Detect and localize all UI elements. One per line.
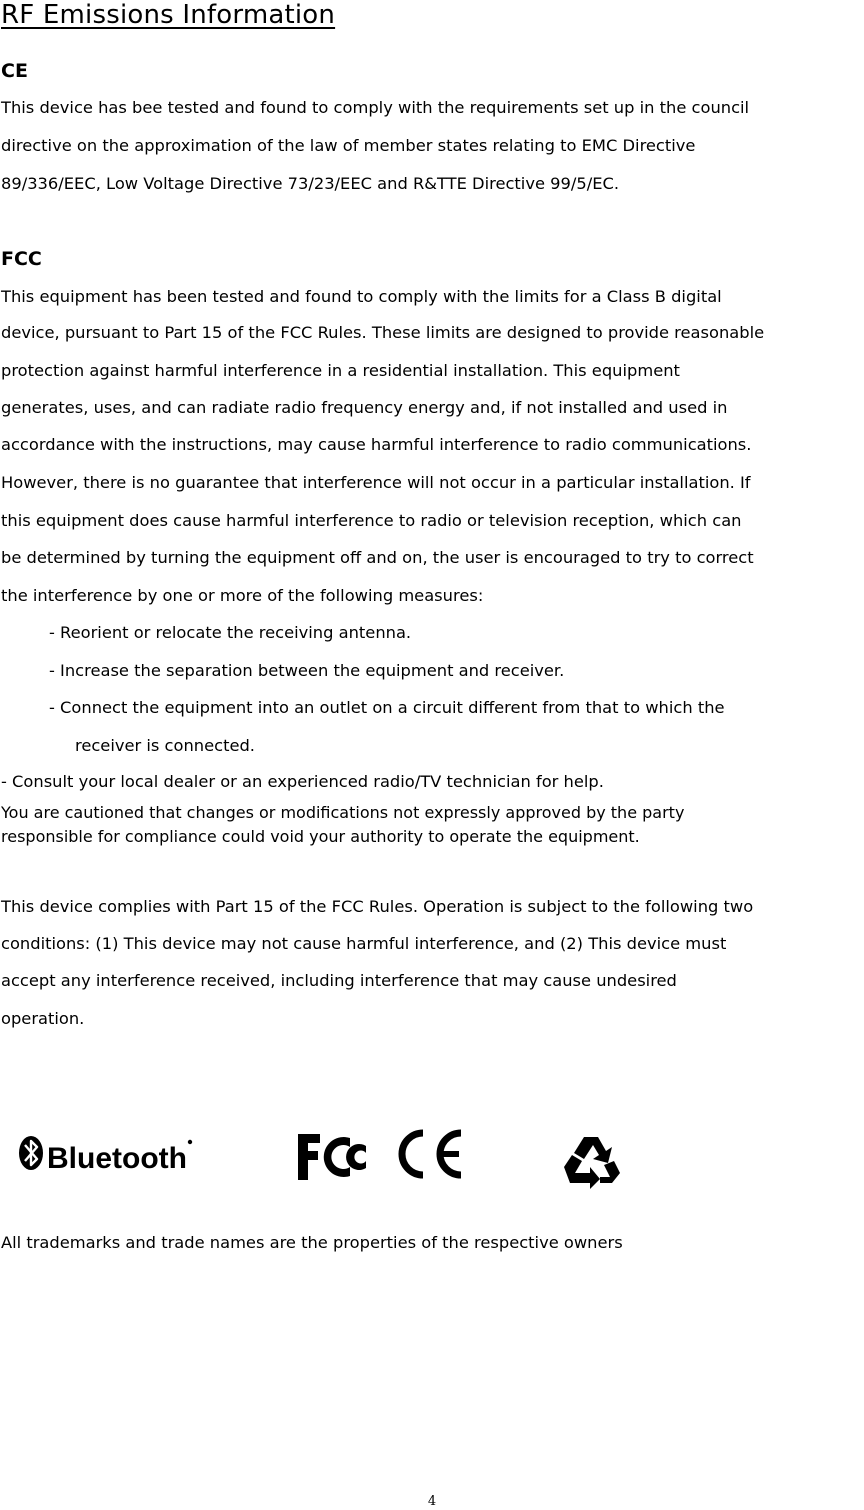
fcc-measure: - Reorient or relocate the receiving antenna. [49, 623, 412, 642]
part15-line: accept any interference received, including interference that may cause undesired [1, 971, 677, 990]
fcc-caution: responsible for compliance could void your authority to operate the equipment. [1, 827, 640, 846]
fcc-line: However, there is no guarantee that interference will not occur in a particular installation. If [1, 473, 751, 492]
page-number: 4 [427, 1494, 437, 1509]
ce-heading: CE [1, 60, 28, 82]
fcc-line: device, pursuant to Part 15 of the FCC Rules. These limits are designed to provide reasonable [1, 323, 765, 342]
fcc-logo-text: FC [296, 1130, 298, 1131]
page-title: RF Emissions Information [1, 0, 336, 30]
recycle-icon [560, 1133, 622, 1191]
trademarks-note: All trademarks and trade names are the properties of the respective owners [1, 1233, 623, 1252]
ce-line: This device has bee tested and found to comply with the requirements set up in the council [1, 98, 750, 117]
ce-mark-icon [390, 1128, 466, 1180]
bluetooth-icon [14, 1128, 194, 1176]
fcc-measure: - Connect the equipment into an outlet on a circuit different from that to which the [49, 698, 725, 717]
fcc-caution: You are cautioned that changes or modifications not expressly approved by the party [1, 803, 685, 822]
part15-line: operation. [1, 1009, 85, 1028]
ce-logo-text: CE [390, 1128, 392, 1129]
fcc-line: protection against harmful interference in a residential installation. This equipment [1, 361, 680, 380]
ce-line: 89/336/EEC, Low Voltage Directive 73/23/EEC and R&TTE Directive 99/5/EC. [1, 174, 620, 193]
fcc-logo [296, 1130, 372, 1182]
fcc-mark-icon [296, 1130, 372, 1182]
fcc-measure-cont: receiver is connected. [75, 736, 255, 755]
bluetooth-logo [14, 1128, 194, 1176]
fcc-consult: - Consult your local dealer or an experienced radio/TV technician for help. [1, 772, 604, 791]
fcc-line: This equipment has been tested and found to comply with the limits for a Class B digital [1, 287, 722, 306]
ce-line: directive on the approximation of the law of member states relating to EMC Directive [1, 136, 696, 155]
part15-line: conditions: (1) This device may not cause harmful interference, and (2) This device must [1, 934, 727, 953]
fcc-line: be determined by turning the equipment off and on, the user is encouraged to try to correct [1, 548, 754, 567]
fcc-line: accordance with the instructions, may cause harmful interference to radio communications. [1, 435, 752, 454]
fcc-heading: FCC [1, 248, 42, 270]
fcc-line: the interference by one or more of the following measures: [1, 586, 484, 605]
fcc-line: this equipment does cause harmful interference to radio or television reception, which can [1, 511, 742, 530]
part15-line: This device complies with Part 15 of the FCC Rules. Operation is subject to the following two [1, 897, 754, 916]
fcc-line: generates, uses, and can radiate radio frequency energy and, if not installed and used in [1, 398, 728, 417]
fcc-measure: - Increase the separation between the equipment and receiver. [49, 661, 565, 680]
bluetooth-wordmark: Bluetooth [47, 1142, 187, 1175]
ce-logo [390, 1128, 466, 1180]
recycle-logo [560, 1133, 622, 1191]
